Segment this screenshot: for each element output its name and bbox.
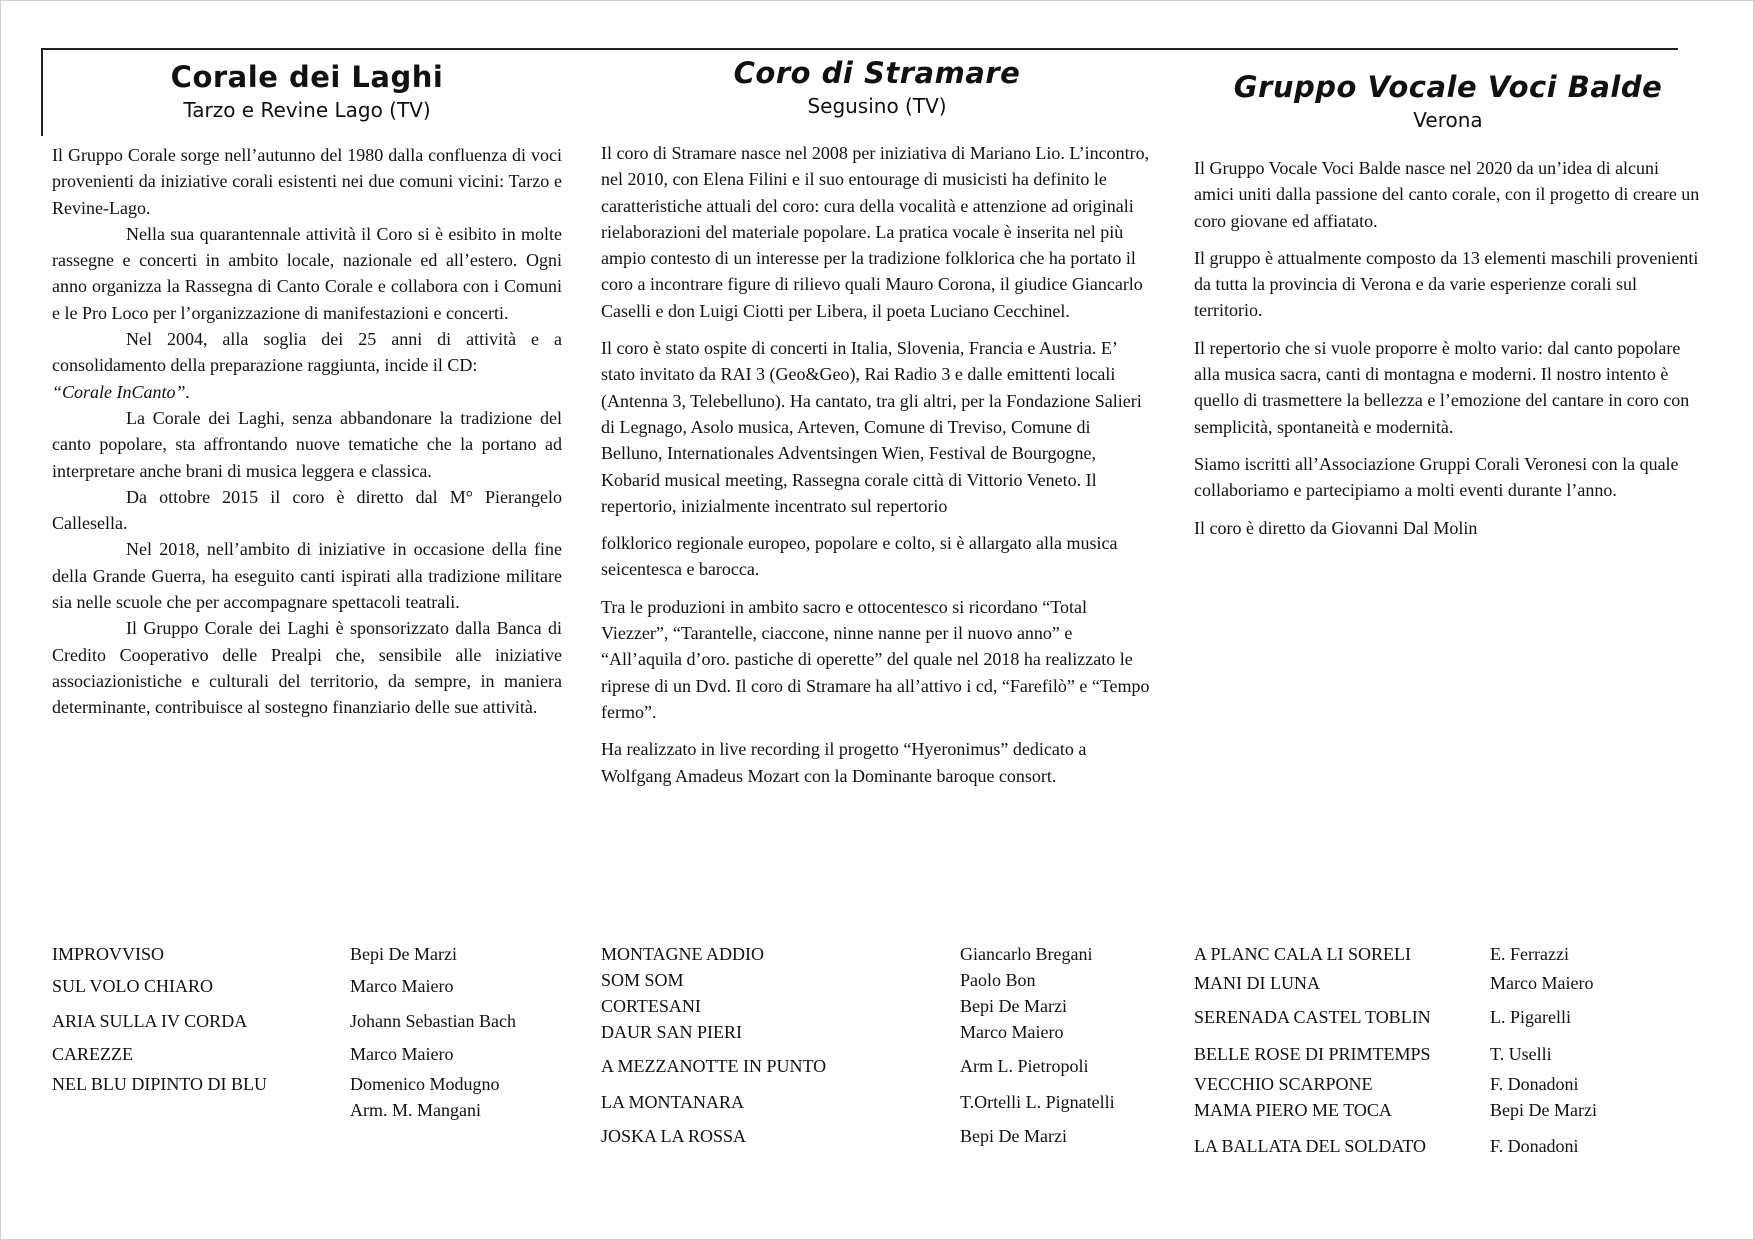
paragraph: Da ottobre 2015 il coro è diretto dal M° Pierangelo Callesella. <box>52 486 562 534</box>
song-author: L. Pigarelli <box>1490 1007 1571 1027</box>
program-row <box>1194 1133 1597 1159</box>
paragraph: Il Gruppo Corale sorge nell’autunno del 1980 dalla confluenza di voci provenienti da iniziative corali esistenti nei due comuni vicini: Tarzo e Revine-Lago. <box>52 145 562 218</box>
program-row <box>52 1071 516 1097</box>
song-title: JOSKA LA ROSSA <box>601 1126 747 1146</box>
song-author: Marco Maiero <box>960 1022 1064 1042</box>
song-author: Marco Maiero <box>350 1044 454 1064</box>
program-row <box>601 967 1115 993</box>
choir-column-corale-dei-laghi <box>52 60 562 721</box>
program-row <box>601 1089 1115 1115</box>
song-title: ARIA SULLA IV CORDA <box>52 1011 248 1031</box>
program-row <box>52 1041 516 1067</box>
paragraph: Nella sua quarantennale attività il Coro si è esibito in molte rassegne e concerti in ambito locale, nazionale ed all’estero. Ogni anno organizza la Rassegna di Canto Corale e collabora con i Comuni e le Pro Loco per l’organizzazione di manifestazioni e concerti. <box>52 223 562 323</box>
choir-place: Tarzo e Revine Lago (TV) <box>183 98 431 122</box>
top-rule <box>42 48 1678 50</box>
paragraph: Ha realizzato in live recording il progetto “Hyeronimus” dedicato a Wolfgang Amadeus Mozart con la Dominante baroque consort. <box>601 739 1087 786</box>
song-author: T.Ortelli L. Pignatelli <box>960 1092 1115 1112</box>
song-author: Domenico Modugno <box>350 1074 500 1094</box>
choir-description <box>601 140 1153 789</box>
song-title: CORTESANI <box>601 996 701 1016</box>
program-row <box>1194 970 1597 996</box>
choir-description <box>1194 155 1702 541</box>
choir-title: Gruppo Vocale Voci Balde <box>1233 70 1663 104</box>
song-author: Bepi De Marzi <box>960 1126 1067 1146</box>
paragraph: Il Gruppo Corale dei Laghi è sponsorizzato dalla Banca di Credito Cooperativo delle Prealpi che, sensibile alle iniziative associazionistiche e culturali del territorio, da sempre, in maniera determinante, contribuisce al sostegno finanziario delle sue attività. <box>52 618 562 718</box>
song-author: Johann Sebastian Bach <box>350 1011 516 1031</box>
program-list-corale-dei-laghi <box>52 941 516 1123</box>
song-author: Marco Maiero <box>1490 973 1594 993</box>
program-row <box>601 993 1115 1019</box>
paragraph: Nel 2004, alla soglia dei 25 anni di attività e a consolidamento della preparazione raggiunta, incide il CD: <box>52 329 562 376</box>
song-title: VECCHIO SCARPONE <box>1194 1074 1373 1094</box>
song-author: Giancarlo Bregani <box>960 944 1093 964</box>
song-author: T. Uselli <box>1490 1044 1552 1064</box>
program-row <box>1194 1041 1597 1067</box>
song-title: LA MONTANARA <box>601 1092 745 1112</box>
program-row <box>52 1008 516 1034</box>
song-author: Paolo Bon <box>960 970 1036 990</box>
choir-title: Coro di Stramare <box>733 56 1021 90</box>
program-row <box>601 941 1115 967</box>
song-title <box>52 1097 350 1123</box>
program-row <box>1194 1071 1597 1097</box>
song-title: MONTAGNE ADDIO <box>601 944 765 964</box>
paragraph: folklorico regionale europeo, popolare e colto, si è allargato alla musica seicentesca e barocca. <box>601 533 1118 580</box>
song-author: E. Ferrazzi <box>1490 944 1569 964</box>
paragraph: La Corale dei Laghi, senza abbandonare la tradizione del canto popolare, sta affrontando nuove tematiche che la portano ad interpretare anche brani di musica leggera e classica. <box>52 407 562 481</box>
song-title: LA BALLATA DEL SOLDATO <box>1194 1136 1427 1156</box>
paragraph: Nel 2018, nell’ambito di iniziative in occasione della fine della Grande Guerra, ha eseguito canti ispirati alla tradizione militare sia nelle scuole che per accompagnare spettacoli teatrali. <box>52 539 562 613</box>
song-title: DAUR SAN PIERI <box>601 1022 743 1042</box>
program-list-coro-di-stramare <box>601 941 1115 1149</box>
paragraph: Tra le produzioni in ambito sacro e ottocentesco si ricordano “Total Viezzer”, “Tarantelle, ciaccone, ninne nanne per il nuovo anno” e “All’aquila d’oro. pastiche di operette” del quale nel 2018 ha realizzato le riprese di un Dvd. Il coro di Stramare ha all’attivo i cd, “Farefilò” e “Tempo fermo”. <box>601 596 1150 722</box>
paragraph: Il Gruppo Vocale Voci Balde nasce nel 2020 da un’idea di alcuni amici uniti dalla passione del canto corale, con il progetto di creare un coro giovane ed affiatato. <box>1194 158 1700 231</box>
paragraph: Il coro è stato ospite di concerti in Italia, Slovenia, Francia e Austria. E’ stato invitato da RAI 3 (Geo&Geo), Rai Radio 3 e dalle emittenti locali (Antenna 3, Telebelluno). Ha cantato, tra gli altri, per la Fondazione Salieri di Legnago, Asolo musica, Arteven, Comune di Treviso, Comune di Belluno, Internationales Adventsingen Wien, Festival de Bourgogne, Kobarid musical meeting, Rassegna corale città di Vittorio Veneto. Il repertorio, inizialmente incentrato sul repertorio <box>601 338 1142 516</box>
paragraph: Siamo iscritti all’Associazione Gruppi Corali Veronesi con la quale collaboriamo e partecipiamo a molti eventi durante l’anno. <box>1194 453 1679 501</box>
song-title: A MEZZANOTTE IN PUNTO <box>601 1056 827 1076</box>
program-row <box>52 973 516 999</box>
song-title: CAREZZE <box>52 1044 133 1064</box>
program-row <box>601 1019 1115 1045</box>
song-author: F. Donadoni <box>1490 1136 1579 1156</box>
song-title: BELLE ROSE DI PRIMTEMPS <box>1194 1044 1431 1064</box>
song-author: F. Donadoni <box>1490 1074 1579 1094</box>
program-list-voci-balde <box>1194 941 1597 1159</box>
song-arranger: Arm. M. Mangani <box>350 1100 481 1120</box>
song-title: SOM SOM <box>601 970 684 990</box>
song-author: Bepi De Marzi <box>960 996 1067 1016</box>
choir-column-voci-balde <box>1194 70 1702 552</box>
song-author: Arm L. Pietropoli <box>960 1056 1089 1076</box>
cd-title: “Corale InCanto”. <box>52 381 191 402</box>
program-row <box>1194 941 1597 967</box>
song-title: MANI DI LUNA <box>1194 973 1320 993</box>
song-author: Bepi De Marzi <box>1490 1100 1597 1120</box>
paragraph: Il gruppo è attualmente composto da 13 elementi maschili provenienti da tutta la provincia di Verona e da varie esperienze corali sul territorio. <box>1194 247 1699 321</box>
program-row <box>52 941 516 967</box>
song-title: MAMA PIERO ME TOCA <box>1194 1100 1392 1120</box>
choir-description <box>52 142 562 721</box>
program-row <box>601 1053 1115 1079</box>
program-row <box>52 1097 516 1123</box>
song-title: NEL BLU DIPINTO DI BLU <box>52 1074 267 1094</box>
song-title: IMPROVVISO <box>52 944 165 964</box>
program-row <box>1194 1097 1597 1123</box>
song-title: SERENADA CASTEL TOBLIN <box>1194 1007 1431 1027</box>
song-author: Bepi De Marzi <box>350 944 457 964</box>
song-author: Marco Maiero <box>350 976 454 996</box>
program-row <box>1194 1004 1597 1030</box>
choir-title: Corale dei Laghi <box>170 60 444 94</box>
paragraph: Il repertorio che si vuole proporre è molto vario: dal canto popolare alla musica sacra, canti di montagna e moderni. Il nostro intento è quello di trasmettere la bellezza e l’emozione del cantare in coro con semplicità, spontaneità e modernità. <box>1194 337 1690 437</box>
program-row <box>601 1123 1115 1149</box>
choir-place: Verona <box>1413 108 1483 132</box>
paragraph: Il coro è diretto da Giovanni Dal Molin <box>1194 517 1478 538</box>
choir-place: Segusino (TV) <box>807 94 947 118</box>
paragraph: Il coro di Stramare nasce nel 2008 per iniziativa di Mariano Lio. L’incontro, nel 2010, con Elena Filini e il suo entourage di musicisti ha definito le caratteristiche attuali del coro: cura della vocalità e attenzione ad originali rielaborazioni del materiale popolare. La pratica vocale è inserita nel più ampio contesto di un interesse per la tradizione folklorica che ha portato il coro a incontrare figure di rilievo quali Mauro Corona, il giudice Giancarlo Caselli e don Luigi Ciotti per Libera, il poeta Luciano Cecchinel. <box>601 143 1150 321</box>
song-title: A PLANC CALA LI SORELI <box>1194 944 1412 964</box>
left-rule <box>41 48 43 136</box>
choir-column-coro-di-stramare <box>601 56 1153 800</box>
song-title: SUL VOLO CHIARO <box>52 976 214 996</box>
